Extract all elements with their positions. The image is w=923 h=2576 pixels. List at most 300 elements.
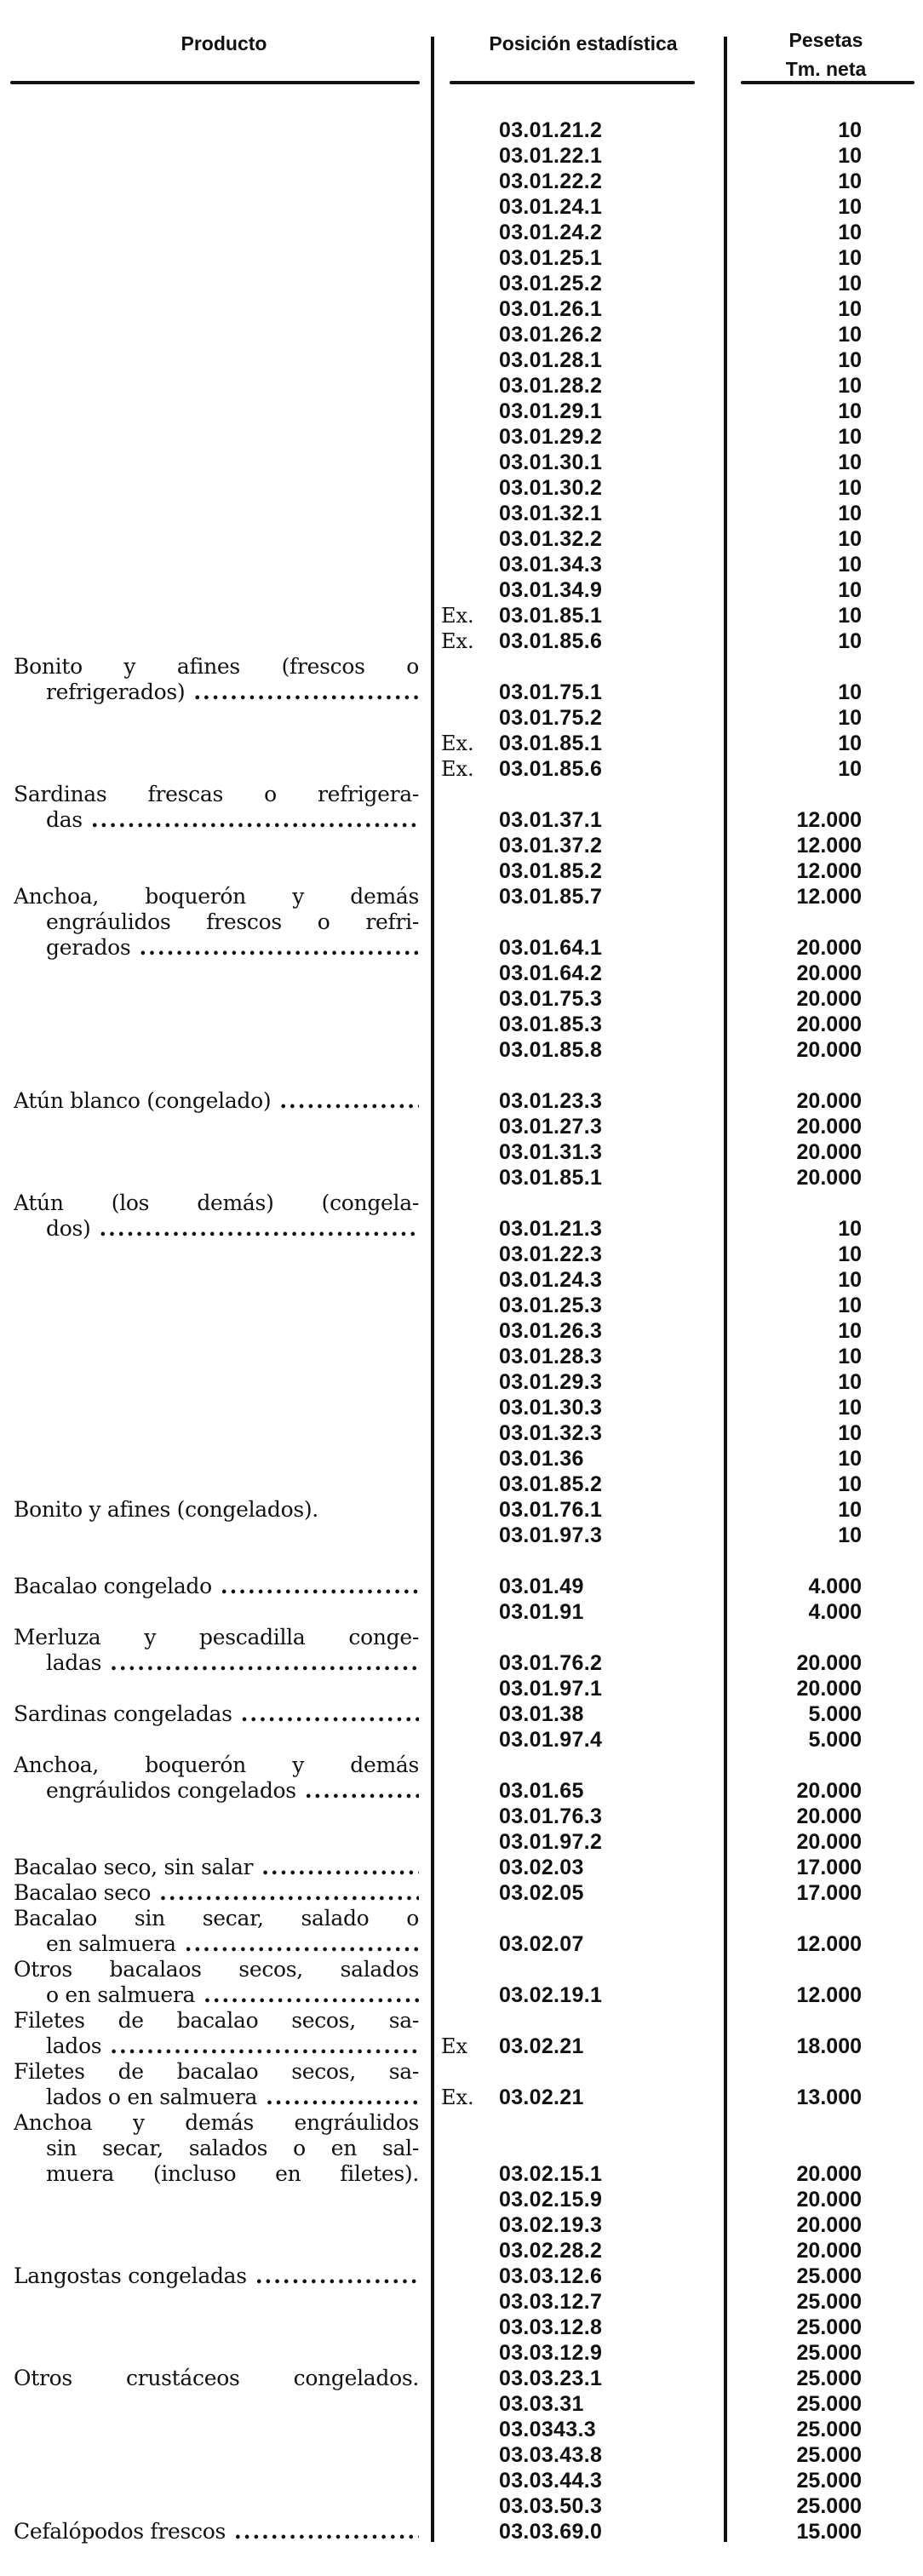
pesetas-value: 10 (838, 757, 862, 781)
statistical-position-code: 03.01.25.2 (499, 272, 603, 295)
table-row (0, 1497, 923, 1523)
pesetas-value: 10 (838, 502, 862, 525)
pesetas-value: 20.000 (796, 2162, 862, 2186)
table-row (0, 1906, 923, 1931)
table-row (0, 654, 923, 680)
product-text: Sardinas congeladas (14, 1701, 232, 1726)
statistical-position-code: 03.03.31 (499, 2392, 584, 2416)
pesetas-value: 20.000 (796, 1038, 862, 1062)
table-row (0, 833, 923, 858)
product-text: Bonito y afines (frescos o (14, 654, 419, 679)
table-row (0, 1804, 923, 1829)
pesetas-value: 15.000 (796, 2520, 862, 2544)
pesetas-value: 20.000 (796, 1779, 862, 1803)
table-row (0, 1190, 923, 1216)
table-row (0, 680, 923, 705)
statistical-position-code: 03.01.85.2 (499, 1472, 603, 1496)
product-text: sin secar, salados o en sal- (46, 2136, 419, 2160)
pesetas-value: 10 (838, 1370, 862, 1394)
pesetas-value: 10 (838, 578, 862, 602)
pesetas-value: 20.000 (796, 1089, 862, 1113)
statistical-position-code: 03.01.97.2 (499, 1830, 603, 1854)
table-row (0, 1420, 923, 1446)
table-row (0, 1727, 923, 1753)
product-text: das (46, 807, 83, 832)
ex-prefix: Ex. (441, 757, 474, 781)
pesetas-value: 5.000 (808, 1702, 862, 1726)
table-row (0, 1753, 923, 1778)
pesetas-value: 25.000 (796, 2341, 862, 2365)
dot-leader (305, 1776, 419, 1805)
pesetas-value: 12.000 (796, 834, 862, 858)
statistical-position-code: 03.01.25.1 (499, 246, 603, 270)
statistical-position-code: 03.02.21 (499, 2085, 584, 2109)
pesetas-value: 20.000 (796, 2188, 862, 2212)
pesetas-value: 10 (838, 1217, 862, 1241)
product-text: Bonito y afines (congelados). (14, 1497, 318, 1522)
table-row (0, 552, 923, 577)
pesetas-value: 10 (838, 476, 862, 500)
dot-leader (110, 2032, 419, 2061)
pesetas-value: 20.000 (796, 1166, 862, 1190)
table-row (0, 2366, 923, 2391)
pesetas-value: 12.000 (796, 885, 862, 909)
dot-leader (234, 2517, 419, 2546)
dot-leader (139, 933, 419, 962)
product-text: Bacalao sin secar, salado o (14, 1906, 419, 1931)
pesetas-value: 10 (838, 1345, 862, 1368)
pesetas-value: 10 (838, 1319, 862, 1343)
table-row (0, 1957, 923, 1982)
dot-leader (204, 1981, 419, 2010)
statistical-position-code: 03.01.28.2 (499, 374, 603, 398)
pesetas-value: 25.000 (796, 2392, 862, 2416)
dot-leader (91, 806, 419, 835)
table-row (0, 1114, 923, 1139)
table-row (0, 296, 923, 322)
pesetas-value: 20.000 (796, 1115, 862, 1139)
product-cell (46, 908, 419, 937)
table-row (0, 756, 923, 782)
table-row (0, 807, 923, 833)
table-row (0, 2493, 923, 2519)
header-rule-product (10, 81, 420, 84)
statistical-position-code: 03.03.12.7 (499, 2290, 603, 2314)
statistical-position-code: 03.01.32.2 (499, 527, 603, 551)
product-text: Anchoa, boquerón y demás (14, 1753, 419, 1777)
pesetas-value: 10 (838, 374, 862, 398)
product-text: en salmuera (46, 1931, 176, 1956)
product-cell (14, 1189, 419, 1218)
statistical-position-code: 03.01.30.1 (499, 450, 603, 474)
table-row (0, 986, 923, 1012)
product-cell (46, 2134, 419, 2163)
statistical-position-code: 03.01.75.3 (499, 987, 603, 1011)
pesetas-value: 18.000 (796, 2034, 862, 2058)
pesetas-value: 20.000 (796, 1013, 862, 1036)
product-text: Sardinas frescas o refrigera- (14, 782, 419, 806)
pesetas-value: 17.000 (796, 1881, 862, 1905)
dot-leader (255, 2262, 419, 2291)
pesetas-value: 10 (838, 348, 862, 372)
dot-leader (193, 678, 419, 707)
statistical-position-code: 03.03.44.3 (499, 2469, 603, 2493)
statistical-position-code: 03.03.12.8 (499, 2315, 603, 2339)
pesetas-value: 10 (838, 1396, 862, 1420)
statistical-position-code: 03.02.19.1 (499, 1983, 603, 2007)
statistical-position-code: 03.01.24.3 (499, 1268, 603, 1292)
product-cell (46, 1981, 419, 2010)
statistical-position-code: 03.01.21.2 (499, 118, 603, 142)
product-text: Merluza y pescadilla conge- (14, 1625, 419, 1649)
statistical-position-code: 03.01.75.2 (499, 706, 603, 730)
statistical-position-code: 03.01.24.2 (499, 221, 603, 244)
table-row (0, 2263, 923, 2289)
pesetas-value: 4.000 (808, 1575, 862, 1598)
product-text: lados (46, 2034, 102, 2058)
product-cell (14, 1572, 419, 1601)
table-row (0, 577, 923, 603)
table-row (0, 2391, 923, 2417)
pesetas-value: 10 (838, 118, 862, 142)
statistical-position-code: 03.02.15.1 (499, 2162, 603, 2186)
table-row (0, 2059, 923, 2085)
statistical-position-code: 03.01.37.1 (499, 808, 603, 832)
product-cell (14, 882, 419, 911)
table-row (0, 1395, 923, 1420)
product-cell (46, 678, 419, 707)
pesetas-value: 10 (838, 706, 862, 730)
table-row (0, 1216, 923, 1242)
pesetas-value: 10 (838, 272, 862, 295)
table-row (0, 1293, 923, 1318)
dot-leader (159, 1879, 419, 1908)
table-row (0, 1165, 923, 1190)
pesetas-value: 20.000 (796, 936, 862, 960)
pesetas-value: 20.000 (796, 1830, 862, 1854)
product-text: Bacalao seco, sin salar (14, 1855, 254, 1879)
header-pesetas-line2: Tm. neta (785, 58, 867, 80)
product-cell (46, 933, 419, 962)
product-cell (14, 1955, 419, 1984)
table-row (0, 2008, 923, 2034)
table-row (0, 1523, 923, 1548)
product-cell (14, 2057, 419, 2086)
pesetas-value: 20.000 (796, 987, 862, 1011)
pesetas-value: 10 (838, 1523, 862, 1547)
pesetas-value: 20.000 (796, 1140, 862, 1164)
product-text: refrigerados) (46, 680, 186, 704)
statistical-position-code: 03.01.26.1 (499, 297, 603, 321)
dot-leader (261, 1853, 419, 1882)
table-row (0, 1982, 923, 2008)
table-row (0, 858, 923, 884)
pesetas-value: 5.000 (808, 1728, 862, 1752)
pesetas-value: 20.000 (796, 1677, 862, 1701)
pesetas-value: 10 (838, 553, 862, 577)
dot-leader (266, 2083, 419, 2112)
table-row (0, 220, 923, 245)
statistical-position-code: 03.01.26.3 (499, 1319, 603, 1343)
statistical-position-code: 03.01.91 (499, 1600, 584, 1624)
pesetas-value: 25.000 (796, 2315, 862, 2339)
pesetas-value: 10 (838, 221, 862, 244)
product-cell (14, 780, 419, 809)
table-row (0, 1267, 923, 1293)
product-cell (14, 1495, 419, 1524)
product-text: Cefalópodos frescos (14, 2519, 226, 2544)
table-row (0, 2340, 923, 2366)
product-text: Filetes de bacalao secos, sa- (14, 2059, 419, 2084)
table-row (0, 1242, 923, 1267)
pesetas-value: 10 (838, 1447, 862, 1471)
statistical-position-code: 03.01.97.3 (499, 1523, 603, 1547)
statistical-position-code: 03.01.38 (499, 1702, 584, 1726)
statistical-position-code: 03.01.32.1 (499, 502, 603, 525)
statistical-position-code: 03.01.49 (499, 1575, 584, 1598)
statistical-position-code: 03.01.76.1 (499, 1498, 603, 1522)
product-text: Atún (los demás) (congela- (14, 1190, 419, 1215)
table-row (0, 373, 923, 399)
statistical-position-code: 03.02.15.9 (499, 2188, 603, 2212)
statistical-position-code: 03.01.25.3 (499, 1294, 603, 1317)
pesetas-value: 10 (838, 425, 862, 449)
table-row (0, 1344, 923, 1369)
statistical-position-code: 03.03.43.8 (499, 2443, 603, 2467)
pesetas-value: 10 (838, 195, 862, 219)
dot-leader (110, 1649, 419, 1678)
table-row (0, 2468, 923, 2493)
statistical-position-code: 03.01.31.3 (499, 1140, 603, 1164)
table-row (0, 2519, 923, 2544)
pesetas-value: 12.000 (796, 859, 862, 883)
table-row (0, 1574, 923, 1599)
pesetas-value: 10 (838, 527, 862, 551)
table-row (0, 399, 923, 424)
product-cell (14, 2517, 419, 2546)
pesetas-value: 20.000 (796, 2239, 862, 2263)
product-cell (14, 2262, 419, 2291)
statistical-position-code: 03.01.29.2 (499, 425, 603, 449)
table-row (0, 909, 923, 935)
pesetas-value: 25.000 (796, 2264, 862, 2288)
table-row (0, 526, 923, 552)
table-row (0, 475, 923, 501)
table-row (0, 1880, 923, 1906)
dot-leader (99, 1214, 419, 1243)
table-row (0, 1599, 923, 1625)
product-cell (14, 1700, 419, 1729)
product-cell (46, 1776, 419, 1805)
pesetas-value: 10 (838, 731, 862, 755)
product-text: ladas (46, 1650, 102, 1675)
table-row (0, 2315, 923, 2340)
table-row (0, 705, 923, 731)
statistical-position-code: 03.0343.3 (499, 2418, 596, 2441)
table-row (0, 2110, 923, 2136)
product-text: engráulidos frescos o refri- (46, 909, 419, 934)
table-row (0, 1701, 923, 1727)
table-row (0, 1446, 923, 1472)
product-cell (14, 1853, 419, 1882)
product-text: Anchoa, boquerón y demás (14, 884, 419, 909)
statistical-position-code: 03.01.22.1 (499, 144, 603, 168)
table-row (0, 1012, 923, 1037)
statistical-position-code: 03.01.97.4 (499, 1728, 603, 1752)
statistical-position-code: 03.01.28.1 (499, 348, 603, 372)
table-row (0, 2442, 923, 2468)
pesetas-value: 25.000 (796, 2494, 862, 2518)
table-row (0, 1063, 923, 1088)
statistical-position-code: 03.02.05 (499, 1881, 584, 1905)
statistical-position-code: 03.02.21 (499, 2034, 584, 2058)
table-row (0, 2212, 923, 2238)
dot-leader (221, 1572, 419, 1601)
product-cell (14, 2006, 419, 2035)
product-text: gerados (46, 935, 131, 960)
pesetas-value: 20.000 (796, 1651, 862, 1675)
pesetas-value: 10 (838, 246, 862, 270)
pesetas-value: 10 (838, 1242, 862, 1266)
product-text: muera (incluso en filetes). (46, 2161, 419, 2186)
pesetas-value: 4.000 (808, 1600, 862, 1624)
statistical-position-code: 03.01.85.2 (499, 859, 603, 883)
pesetas-value: 10 (838, 1421, 862, 1445)
statistical-position-code: 03.01.85.7 (499, 885, 603, 909)
product-cell (14, 2364, 419, 2393)
pesetas-value: 10 (838, 450, 862, 474)
table-row (0, 1139, 923, 1165)
pesetas-value: 12.000 (796, 808, 862, 832)
product-cell (46, 806, 419, 835)
pesetas-value: 20.000 (796, 1804, 862, 1828)
table-row (0, 2085, 923, 2110)
statistical-position-code: 03.03.50.3 (499, 2494, 603, 2518)
statistical-position-code: 03.01.24.1 (499, 195, 603, 219)
table-row (0, 1088, 923, 1114)
pesetas-value: 10 (838, 297, 862, 321)
statistical-position-code: 03.01.30.3 (499, 1396, 603, 1420)
product-cell (14, 2108, 419, 2137)
ex-prefix: Ex (441, 2034, 468, 2058)
table-row (0, 935, 923, 961)
pesetas-value: 20.000 (796, 961, 862, 985)
table-row (0, 194, 923, 220)
statistical-position-code: 03.01.27.3 (499, 1115, 603, 1139)
ex-prefix: Ex. (441, 629, 474, 653)
pesetas-value: 10 (838, 169, 862, 193)
table-row (0, 603, 923, 628)
product-cell (46, 1930, 419, 1959)
table-row (0, 2136, 923, 2161)
statistical-position-code: 03.01.28.3 (499, 1345, 603, 1368)
statistical-position-code: 03.01.75.1 (499, 680, 603, 704)
pesetas-value: 25.000 (796, 2469, 862, 2493)
pesetas-value: 10 (838, 1294, 862, 1317)
product-text: Bacalao congelado (14, 1574, 212, 1598)
statistical-position-code: 03.02.07 (499, 1932, 584, 1956)
pesetas-value: 10 (838, 629, 862, 653)
dot-leader (185, 1930, 419, 1959)
product-text: Filetes de bacalao secos, sa- (14, 2008, 419, 2033)
table-row (0, 2161, 923, 2187)
pesetas-value: 10 (838, 144, 862, 168)
table-row (0, 731, 923, 756)
statistical-position-code: 03.01.22.2 (499, 169, 603, 193)
product-cell (14, 1904, 419, 1933)
table-row (0, 961, 923, 986)
statistical-position-code: 03.01.85.1 (499, 1166, 603, 1190)
statistical-position-code: 03.03.12.6 (499, 2264, 603, 2288)
statistical-position-code: 03.01.76.3 (499, 1804, 603, 1828)
table-row (0, 2417, 923, 2442)
header-producto: Producto (181, 32, 267, 55)
statistical-position-code: 03.01.37.2 (499, 834, 603, 858)
pesetas-value: 10 (838, 399, 862, 423)
statistical-position-code: 03.01.65 (499, 1779, 584, 1803)
table-row (0, 1650, 923, 1676)
statistical-position-code: 03.01.97.1 (499, 1677, 603, 1701)
pesetas-value: 25.000 (796, 2418, 862, 2441)
product-text: Otros crustáceos congelados. (14, 2366, 419, 2390)
statistical-position-code: 03.01.64.2 (499, 961, 603, 985)
statistical-position-code: 03.01.85.6 (499, 757, 603, 781)
table-row (0, 1676, 923, 1701)
statistical-position-code: 03.01.29.1 (499, 399, 603, 423)
pesetas-value: 12.000 (796, 1932, 862, 1956)
table-row (0, 2238, 923, 2263)
statistical-position-code: 03.01.22.3 (499, 1242, 603, 1266)
product-text: o en salmuera (46, 1982, 196, 2007)
product-cell (14, 1623, 419, 1652)
pesetas-value: 10 (838, 1268, 862, 1292)
statistical-position-code: 03.01.85.1 (499, 731, 603, 755)
table-row (0, 2187, 923, 2212)
pesetas-value: 10 (838, 323, 862, 347)
pesetas-value: 10 (838, 604, 862, 628)
product-text: dos) (46, 1216, 91, 1241)
table-row (0, 1625, 923, 1650)
product-text: engráulidos congelados (46, 1778, 296, 1803)
ex-prefix: Ex. (441, 604, 474, 628)
pesetas-value: 25.000 (796, 2290, 862, 2314)
statistical-position-code: 03.01.64.1 (499, 936, 603, 960)
table-row (0, 245, 923, 271)
header-rule-pesetas (741, 81, 914, 84)
statistical-position-code: 03.01.34.9 (499, 578, 603, 602)
statistical-position-code: 03.02.19.3 (499, 2213, 603, 2237)
header-rule-position (450, 81, 695, 84)
dot-leader (279, 1087, 419, 1116)
statistical-position-code: 03.01.21.3 (499, 1217, 603, 1241)
product-cell (46, 2160, 419, 2189)
table-row (0, 1829, 923, 1855)
table-row (0, 450, 923, 475)
pesetas-value: 12.000 (796, 1983, 862, 2007)
header-posicion-estadistica: Posición estadística (489, 32, 678, 55)
statistical-position-code: 03.02.28.2 (499, 2239, 603, 2263)
product-cell (46, 1649, 419, 1678)
table-row (0, 2034, 923, 2059)
product-cell (46, 1214, 419, 1243)
statistical-position-code: 03.01.30.2 (499, 476, 603, 500)
pesetas-value: 25.000 (796, 2367, 862, 2390)
ex-prefix: Ex. (441, 2085, 474, 2109)
product-text: Langostas congeladas (14, 2263, 247, 2288)
table-row (0, 271, 923, 296)
statistical-position-code: 03.02.03 (499, 1856, 584, 1879)
table-row (0, 628, 923, 654)
